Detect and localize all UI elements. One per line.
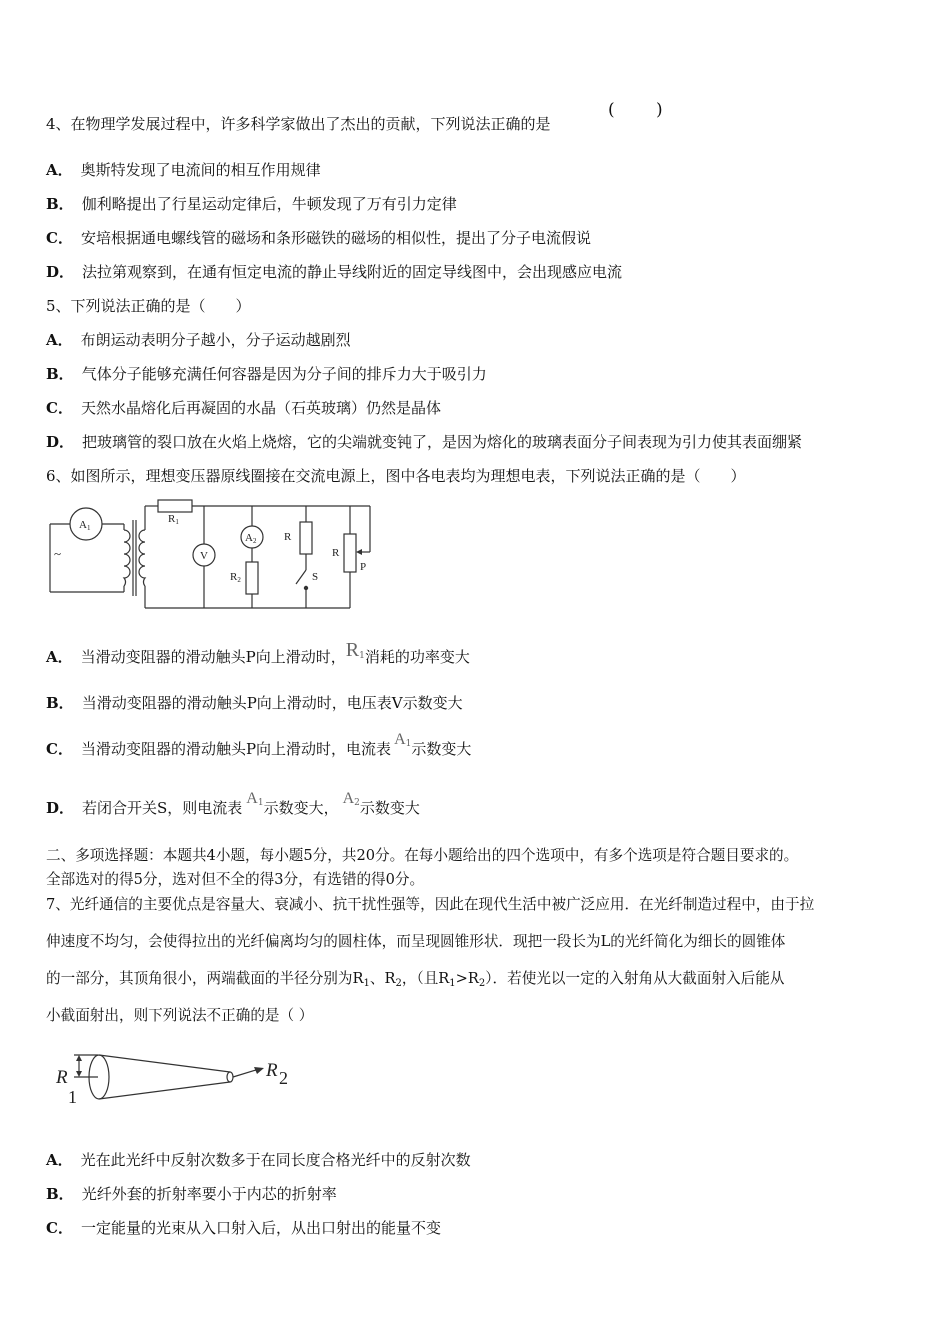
resistor-r [300, 522, 312, 554]
r2-fig-label: R [266, 1060, 278, 1081]
q7-stem-line1: 7、光纤通信的主要优点是容量大、衰减小、抗干扰性强等，因此在现代生活中被广泛应用．在光纤制造过程中，由于拉 [46, 896, 815, 913]
q7-option-b: B． 光纤外套的折射率要小于内芯的折射率 [46, 1185, 337, 1203]
r1-fig-sub: 1 [68, 1087, 77, 1107]
q6-option-d: D． 若闭合开关S，则电流表$A^1$示数变大，$A^2$示数变大 [46, 790, 420, 817]
transformer-circuit-figure [44, 496, 380, 614]
q7-option-c: C． 一定能量的光束从入口射入后，从出口射出的能量不变 [46, 1219, 441, 1237]
ac-source-label: ~ [54, 546, 62, 561]
q6-option-a: A． 当滑动变阻器的滑动触头P向上滑动时，$R^1$消耗的功率变大 [46, 639, 470, 666]
r2-fig-sub: 2 [279, 1068, 288, 1088]
optical-fiber-cone-figure [52, 1048, 302, 1108]
section2-heading-line1: 二、多项选择题：本题共4小题，每小题5分，共20分。在每小题给出的四个选项中，有多个选项是符合题目要求的。 [46, 847, 799, 864]
q6-stem: 6、如图所示，理想变压器原线圈接在交流电源上，图中各电表均为理想电表，下列说法正确的是（ ） [46, 467, 746, 485]
q4-paren-close: ) [656, 100, 663, 120]
a1-label: A1 [79, 519, 91, 532]
r2-label: R2 [230, 571, 241, 584]
q4-stem: 4、在物理学发展过程中，许多科学家做出了杰出的贡献，下列说法正确的是 [46, 115, 551, 133]
variable-resistor [344, 534, 356, 572]
q7-stem-line4: 小截面射出，则下列说法不正确的是（ ） [46, 1007, 314, 1024]
q6-option-c: C． 当滑动变阻器的滑动触头P向上滑动时，电流表$A^1$示数变大 [46, 731, 472, 758]
q4-option-c: C． 安培根据通电螺线管的磁场和条形磁铁的磁场的相似性，提出了分子电流假说 [46, 229, 591, 247]
q6-option-b: B． 当滑动变阻器的滑动触头P向上滑动时，电压表V示数变大 [46, 694, 463, 712]
q5-stem: 5、下列说法正确的是（ ） [46, 297, 251, 315]
arrow-to-r2 [254, 1067, 264, 1074]
q5-option-d: D． 把玻璃管的裂口放在火焰上烧熔，它的尖端就变钝了，是因为熔化的玻璃表面分子间表现为引力使其表面绷紧 [46, 433, 803, 451]
q4-option-d: D． 法拉第观察到，在通有恒定电流的静止导线附近的固定导线图中，会出现感应电流 [46, 263, 623, 281]
v-label: V [200, 550, 208, 562]
q5-option-a: A． 布朗运动表明分子越小，分子运动越剧烈 [46, 331, 351, 349]
q7-option-a: A． 光在此光纤中反射次数多于在同长度合格光纤中的反射次数 [46, 1151, 471, 1169]
resistor-r1 [158, 500, 192, 512]
slider-arrow [356, 549, 362, 555]
r-var-label: R [332, 547, 340, 559]
p-label: P [360, 561, 367, 573]
section2-heading-line2: 全部选对的得5分，选对但不全的得3分，有选错的得0分。 [46, 871, 425, 888]
r1-fig-label: R [56, 1067, 68, 1088]
q7-stem-line3: 的一部分，其顶角很小，两端截面的半径分别为$R_1$、$R_2$，（且$R_1>R_2$）．若使光以一定的入射角从大截面射入后能从 [46, 970, 785, 989]
small-end-face [227, 1072, 233, 1082]
q4-paren-open: ( [608, 100, 615, 120]
r1-label: R1 [168, 513, 179, 526]
a2-label: A2 [245, 532, 257, 545]
q5-option-c: C． 天然水晶熔化后再凝固的水晶（石英玻璃）仍然是晶体 [46, 399, 441, 417]
resistor-r2 [246, 562, 258, 594]
q4-option-a: A． 奥斯特发现了电流间的相互作用规律 [46, 161, 321, 179]
r-label: R [284, 531, 292, 543]
switch-contact [304, 586, 307, 589]
s-label: S [312, 571, 319, 583]
q4-option-b: B． 伽利略提出了行星运动定律后，牛顿发现了万有引力定律 [46, 195, 457, 213]
q5-option-b: B． 气体分子能够充满任何容器是因为分子间的排斥力大于吸引力 [46, 365, 487, 383]
q7-stem-line2: 伸速度不均匀，会使得拉出的光纤偏离均匀的圆柱体，而呈现圆锥形状．现把一段长为L的光纤简化为细长的圆锥体 [46, 933, 786, 950]
